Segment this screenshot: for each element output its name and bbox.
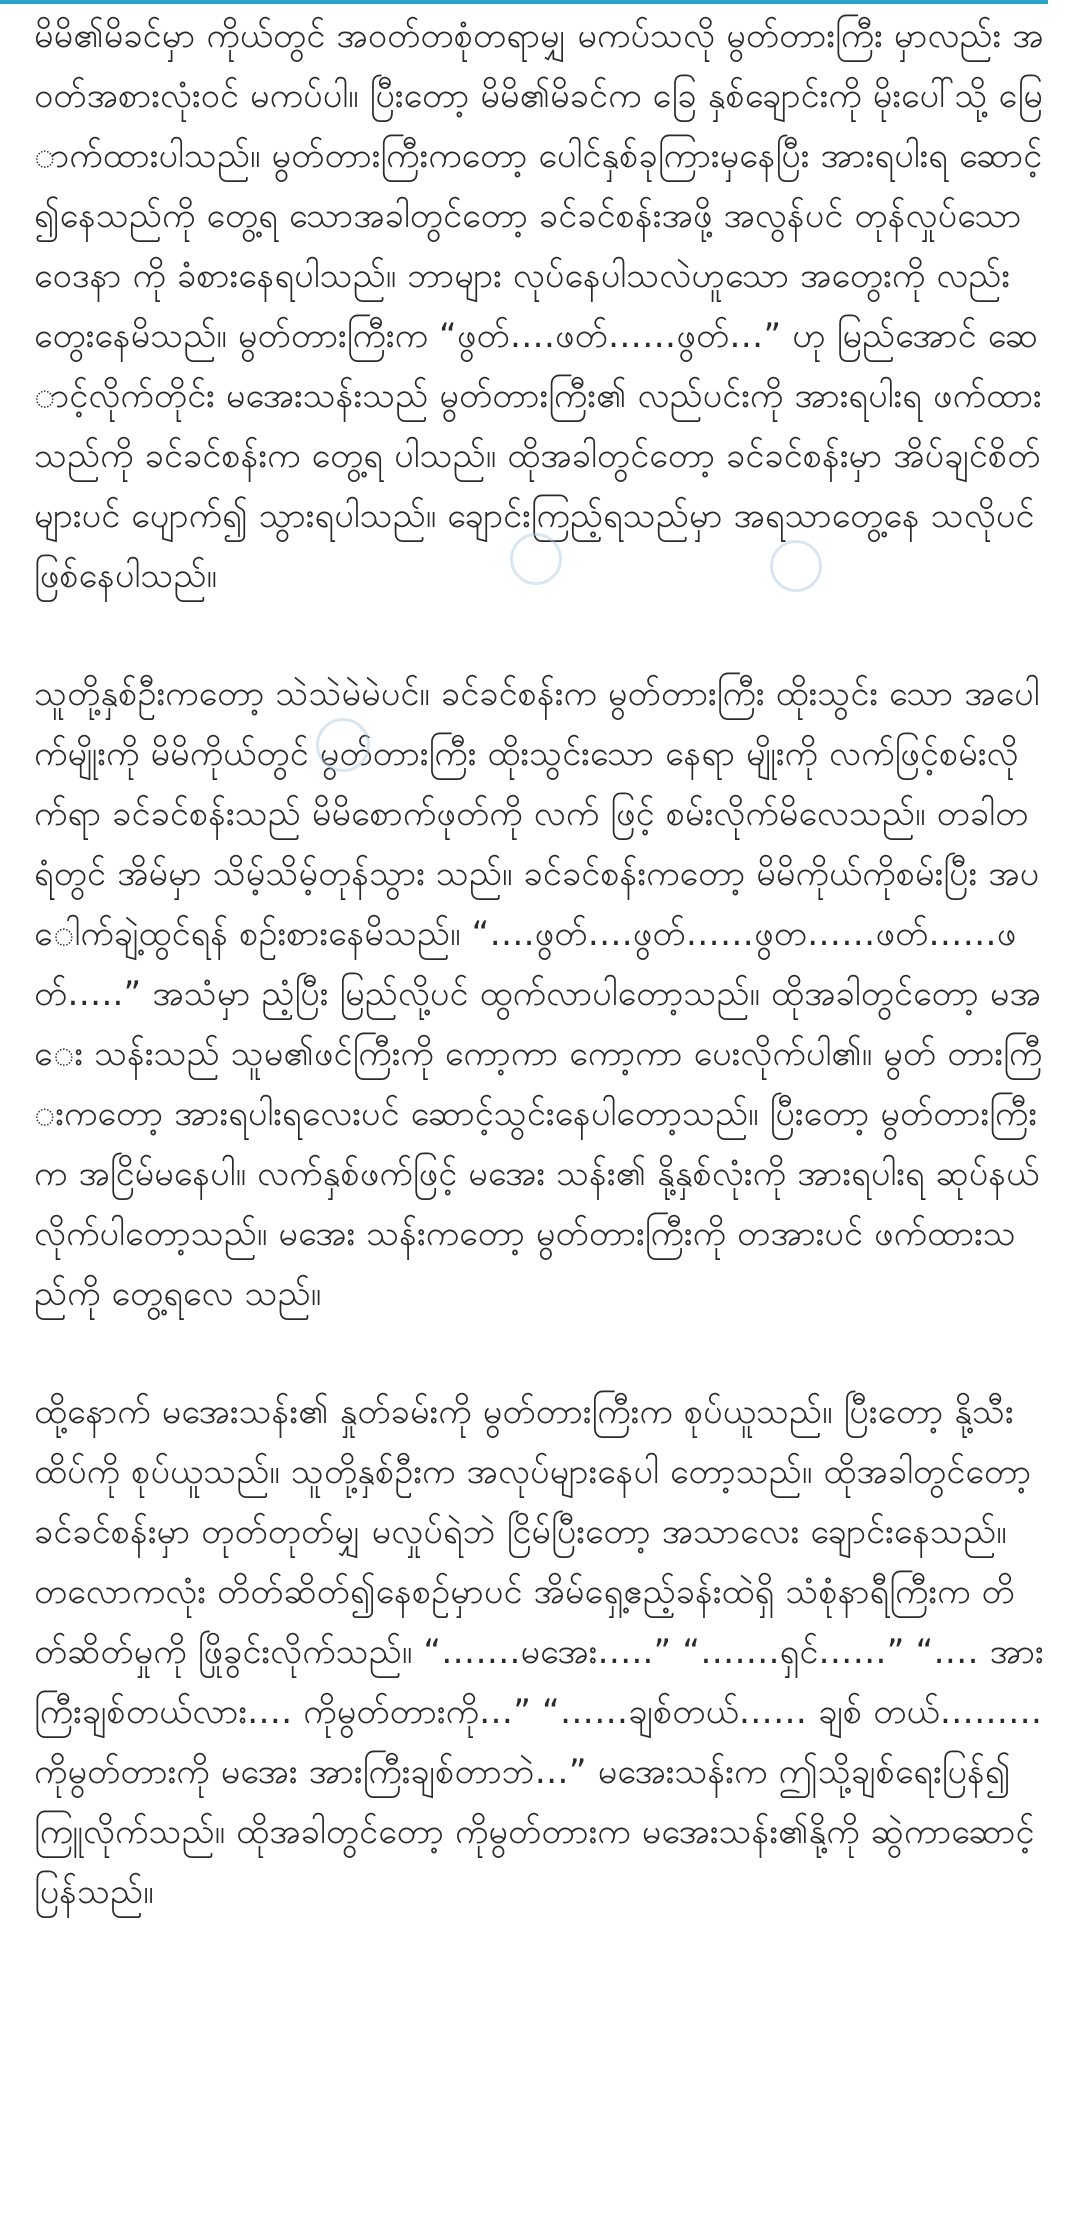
touch-ripple-indicator — [510, 533, 562, 585]
paragraph-3: ထို့နောက် မအေးသန်း၏ နှုတ်ခမ်းကို မွတ်တားကြီးက စုပ်ယူသည်။ ပြီးတော့ နို့သီးထိပ်ကို စုပ်ယူသည်။ သူတို့နှစ်ဦးက အလုပ်များနေပါ တော့သည်။ ထိုအခါတွင်တော့ ခင်ခင်စန်းမှာ တုတ်တုတ်မျှ မလှုပ်ရဲဘဲ ငြိမ်ပြီးတော့ အသာလေး ချောင်းနေသည်။ တလောကလုံး တိတ်ဆိတ်၍နေစဉ်မှာပင် အိမ်ရှေ့ဧည့်ခန်းထဲရှိ သံစုံနာရီကြီးက တိတ်ဆိတ်မှုကို ဖြိုခွင်းလိုက်သည်။ “…….မအေး…..” “…….ရှင်……” “…. အားကြီးချစ်တယ်လား…. ကိုမွတ်တားကို…” “……ချစ်တယ်…… ချစ် တယ်……… ကိုမွတ်တားကို မအေး အားကြီးချစ်တာဘဲ…” မအေးသန်းက ဤသို့ချစ်ရေးပြန်၍ ကြူလိုက်သည်။ ထိုအခါတွင်တော့ ကိုမွတ်တားက မအေးသန်း၏နို့ကို ဆွဲကာဆောင့်ပြန်သည်။ — [34, 1392, 1044, 1912]
paragraph-1: မိမိ၏မိခင်မှာ ကိုယ်တွင် အဝတ်တစုံတရာမျှ မကပ်သလို မွတ်တားကြီး မှာလည်း အဝတ်အစားလုံးဝင် မကပ်ပါ။ ပြီးတော့ မိမိ၏မိခင်က ခြေ နှစ်ချောင်းကို မိုးပေါ်သို့ မြောက်ထားပါသည်။ မွတ်တားကြီးကတော့ ပေါင်နှစ်ခုကြားမှနေပြီး အားရပါးရ ဆောင့်၍နေသည်ကို တွေ့ရ သောအခါတွင်တော့ ခင်ခင်စန်းအဖို့ အလွန်ပင် တုန်လှုပ်သော ဝေဒနာ ကို ခံစားနေရပါသည်။ ဘာများ လုပ်နေပါသလဲဟူသော အတွေးကို လည်း တွေးနေမိသည်။ မွတ်တားကြီးက “ဖွတ်….ဖတ်……ဖွတ်…” ဟု မြည်အောင် ဆောင့်လိုက်တိုင်း မအေးသန်းသည် မွတ်တားကြီး၏ လည်ပင်းကို အားရပါးရ ဖက်ထား သည်ကို ခင်ခင်စန်းက တွေ့ရ ပါသည်။ ထိုအခါတွင်တော့ ခင်ခင်စန်းမှာ အိပ်ချင်စိတ်များပင် ပျောက်၍ သွားရပါသည်။ ချောင်းကြည့်ရသည်မှာ အရသာတွေ့နေ သလိုပင် ဖြစ်နေပါသည်။ — [34, 16, 1044, 596]
article-body[interactable] — [34, 6, 1046, 1980]
reading-progress-bar — [0, 0, 1048, 4]
touch-ripple-indicator — [316, 718, 370, 772]
touch-ripple-indicator — [770, 540, 822, 592]
paragraph-2: သူတို့နှစ်ဦးကတော့ သဲသဲမဲမဲပင်။ ခင်ခင်စန်းက မွတ်တားကြီး ထိုးသွင်း သော အပေါက်မျိုးကို မိမိကိုယ်တွင် မွတ်တားကြီး ထိုးသွင်းသော နေရာ မျိုးကို လက်ဖြင့်စမ်းလိုက်ရာ ခင်ခင်စန်းသည် မိမိစောက်ဖုတ်ကို လက် ဖြင့် စမ်းလိုက်မိလေသည်။ တခါတရံတွင် အိမ်မှာ သိမ့်သိမ့်တုန်သွား သည်။ ခင်ခင်စန်းကတော့ မိမိကိုယ်ကိုစမ်းပြီး အပေါက်ချဲ့ထွင်ရန် စဉ်းစားနေမိသည်။ “….ဖွတ်….ဖွတ်……ဖွတ……ဖတ်……ဖတ်…..” အသံမှာ ညံ့ပြီး မြည်လို့ပင် ထွက်လာပါတော့သည်။ ထိုအခါတွင်တော့ မအေး သန်းသည် သူမ၏ဖင်ကြီးကို ကော့ကာ ကော့ကာ ပေးလိုက်ပါ၏။ မွတ် တားကြီးကတော့ အားရပါးရလေးပင် ဆောင့်သွင်းနေပါတော့သည်။ ပြီးတော့ မွတ်တားကြီးက အငြိမ်မနေပါ။ လက်နှစ်ဖက်ဖြင့် မအေး သန်း၏ နို့နှစ်လုံးကို အားရပါးရ ဆုပ်နယ်လိုက်ပါတော့သည်။ မအေး သန်းကတော့ မွတ်တားကြီးကို တအားပင် ဖက်ထားသည်ကို တွေ့ရလေ သည်။ — [34, 674, 1043, 1314]
